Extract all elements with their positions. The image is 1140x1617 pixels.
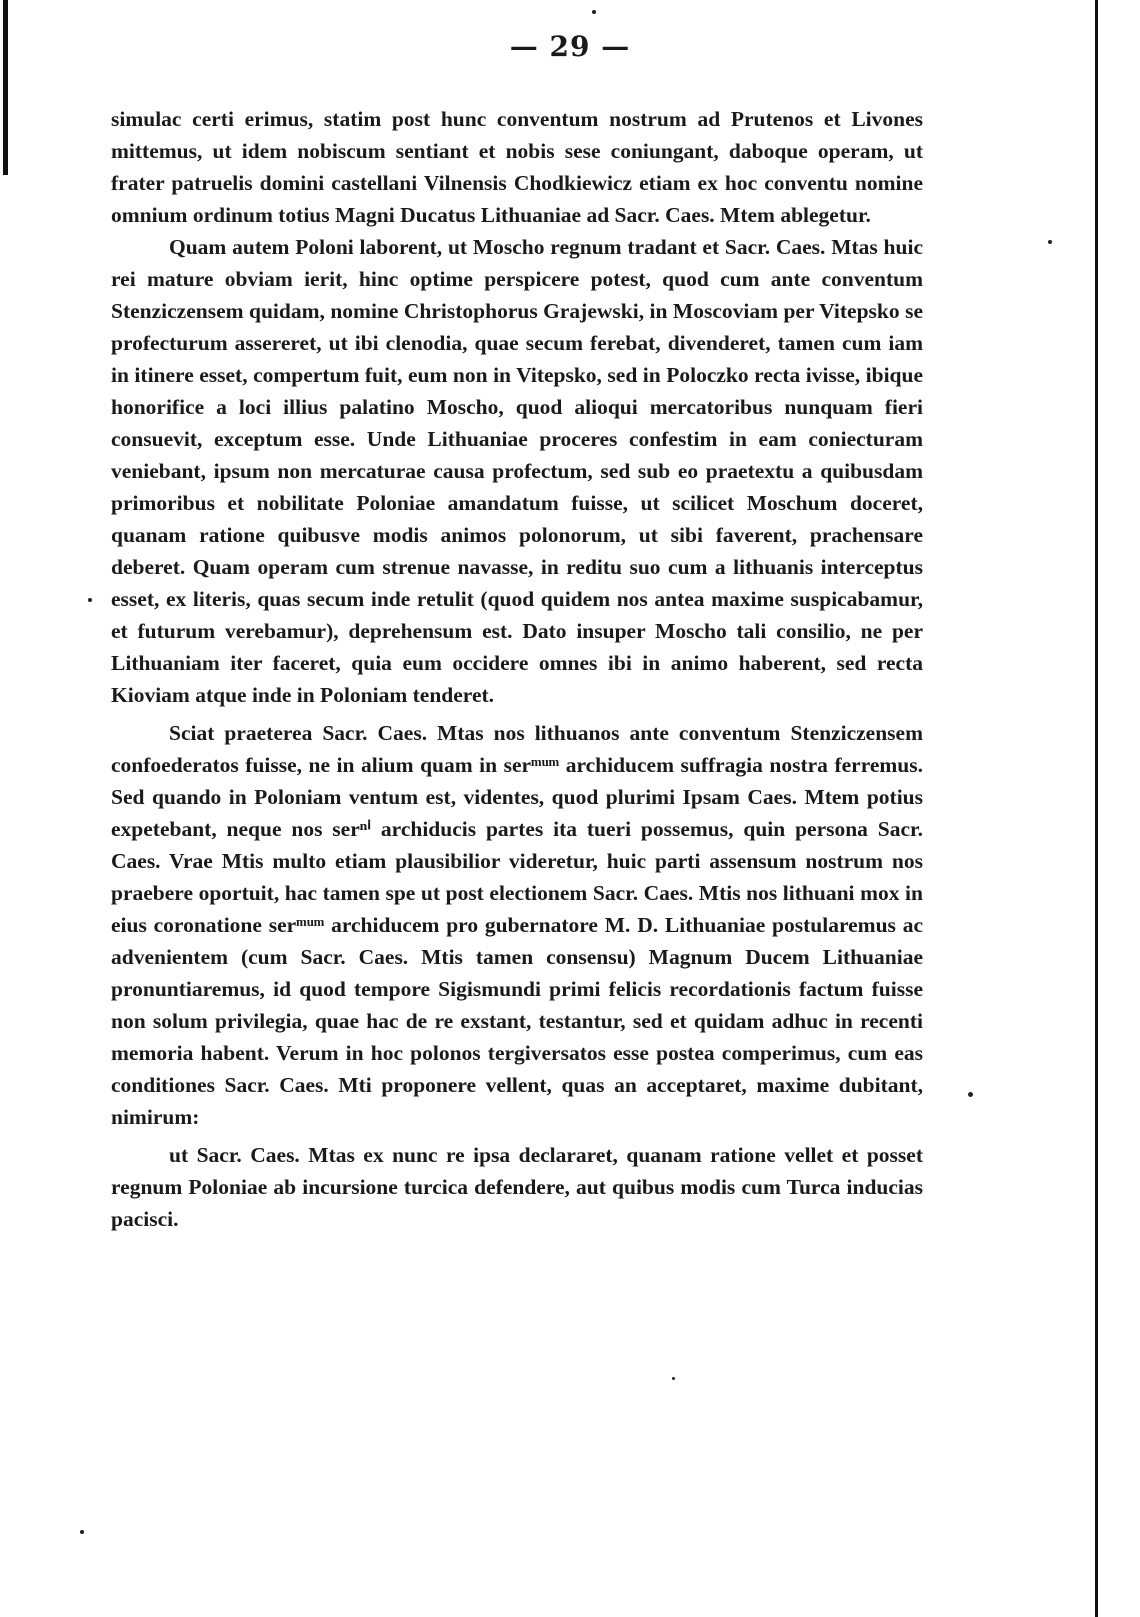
scan-speck [80, 1530, 84, 1534]
scan-speck [1048, 240, 1052, 244]
scan-speck [88, 598, 92, 602]
page-number-header: — 29 — [509, 30, 631, 63]
right-margin-rule [1095, 0, 1098, 1617]
paragraph-2: Quam autem Poloni laborent, ut Moscho regnum tradant et Sacr. Caes. Mtas huic rei mature obviam ierit, hinc optime perspicere potest, quod cum ante conventum Stenziczensem quidam, nomine Christophorus Grajewski, in Moscoviam per Vitepsko se profecturum assereret, ut ibi clenodia, quae secum ferebat, divenderet, tamen cum iam in itinere esset, compertum fuit, eum non in Vitepsko, sed in Poloczko recta ivisse, ibique honorifice a loci illius palatino Moscho, quod alioqui mercatoribus nunquam fieri consuevit, exceptum esse. Unde Lithuaniae proceres confestim in eam coniecturam veniebant, ipsum non mercaturae causa profectum, sed sub eo praetextu a quibusdam primoribus et nobilitate Poloniae amandatum fuisse, ut scilicet Moschum doceret, quanam ratione quibusve modis animos polonorum, ut sibi faverent, prachensare deberet. Quam operam cum strenue navasse, in reditu suo cum a lithuanis interceptus esset, ex literis, quas secum inde retulit (quod quidem nos antea maxime suspicabamur, et futurum verebamur), deprehensum est. Dato insuper Moscho tali consilio, ne per Lithuaniam iter faceret, quia eum occidere omnes ibi in animo haberent, sed recta Kioviam atque inde in Poloniam tenderet. [111, 235, 923, 707]
paragraph-4: ut Sacr. Caes. Mtas ex nunc re ipsa declararet, quanam ratione vellet et posset regnum Poloniae ab incursione turcica defendere, aut quibus modis cum Turca inducias pacisci. [111, 1143, 923, 1231]
left-margin-rule [3, 0, 8, 175]
paragraph-1: simulac certi erimus, statim post hunc conventum nostrum ad Prutenos et Livones mittemus, ut idem nobiscum sentiant et nobis sese coniungant, daboque operam, ut frater patruelis domini castellani Vilnensis Chodkiewicz etiam ex hoc conventu nomine omnium ordinum totius Magni Ducatus Lithuaniae ad Sacr. Caes. Mtem ablegetur. [111, 107, 923, 227]
paragraph-3: Sciat praeterea Sacr. Caes. Mtas nos lithuanos ante conventum Stenziczensem confoederatos fuisse, ne in alium quam in serᵐᵘᵐ archiducem suffragia nostra ferremus. Sed quando in Poloniam ventum est, videntes, quod plurimi Ipsam Caes. Mtem potius expetebant, neque nos serⁿⁱ archiducis partes ita tueri possemus, quin persona Sacr. Caes. Vrae Mtis multo etiam plausibilior videretur, huic parti assensum nostrum nos praebere oportuit, hac tamen spe ut post electionem Sacr. Caes. Mtis nos lithuani mox in eius coronatione serᵐᵘᵐ archiducem pro gubernatore M. D. Lithuaniae postularemus ac advenientem (cum Sacr. Caes. Mtis tamen consensu) Magnum Ducem Lithuaniae pronuntiaremus, id quod tempore Sigismundi primi felicis recordationis factum fuisse non solum privilegia, quae hac de re exstant, testantur, sed et quidam adhuc in recenti memoria habent. Verum in hoc polonos tergiversatos esse postea comperimus, cum eas conditiones Sacr. Caes. Mti proponere vellent, quas an acceptaret, maxime dubitant, nimirum: [111, 721, 923, 1129]
scan-speck [968, 1092, 973, 1097]
scan-speck [592, 10, 596, 14]
scan-speck [672, 1377, 675, 1380]
body-text [111, 103, 923, 1235]
